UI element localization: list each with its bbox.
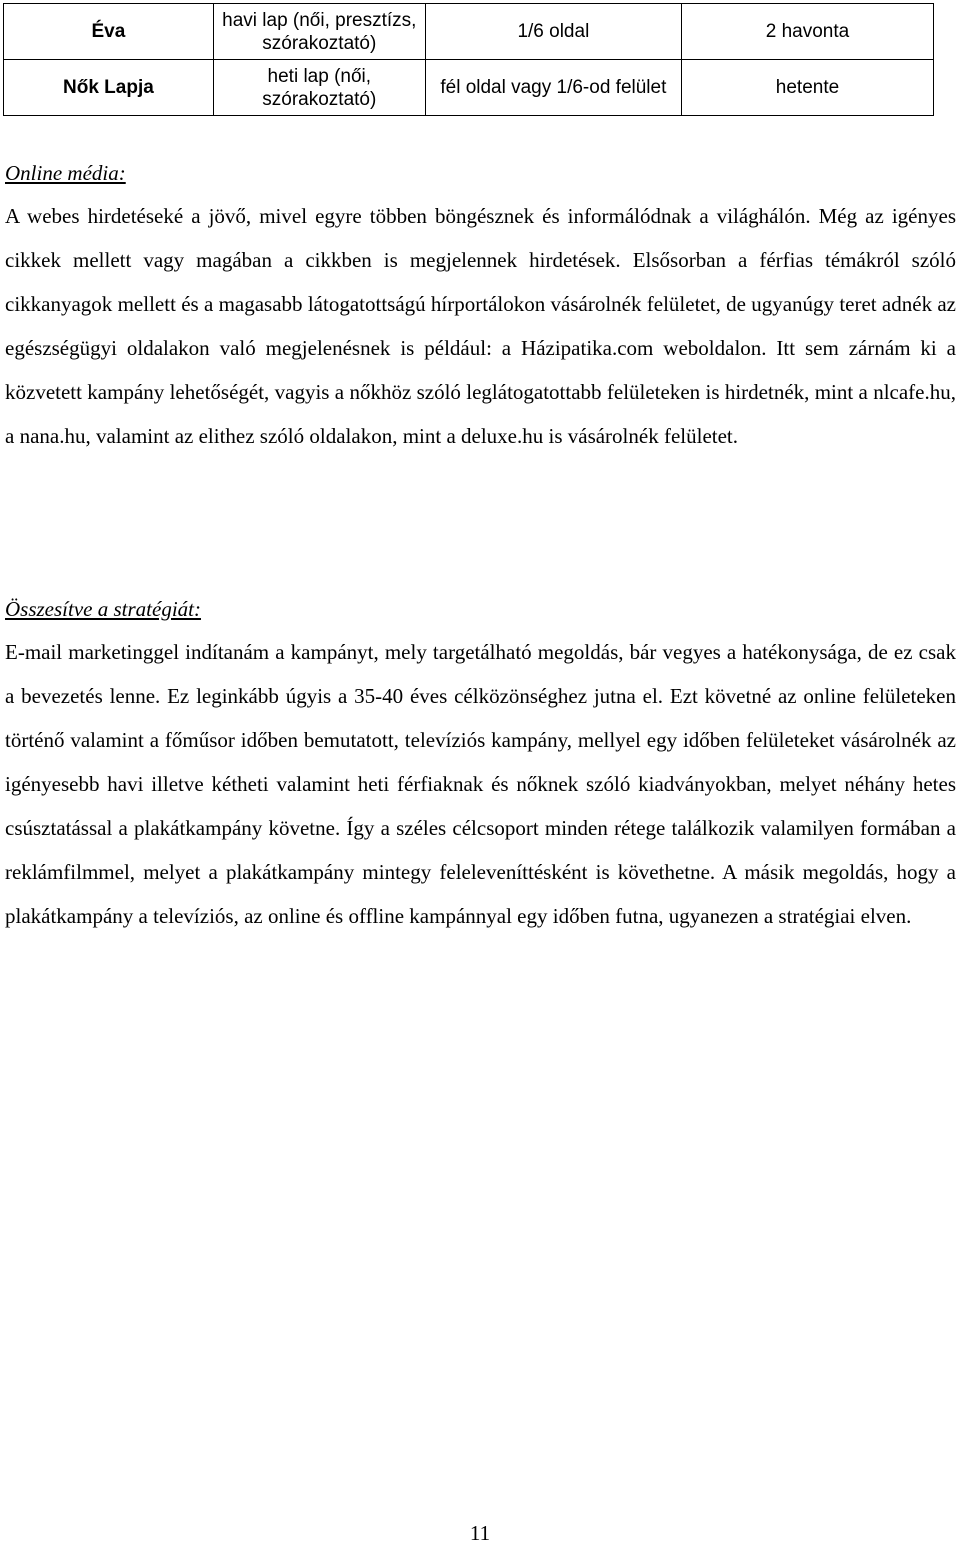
table-row xyxy=(4,60,934,116)
media-name-cell: Nők Lapja xyxy=(4,60,214,116)
page-number: 11 xyxy=(469,1521,491,1545)
frequency-cell: 2 havonta xyxy=(681,4,933,60)
ad-size-cell: fél oldal vagy 1/6-od felület xyxy=(425,60,681,116)
ad-size-cell: 1/6 oldal xyxy=(425,4,681,60)
table-row xyxy=(4,4,934,60)
media-type-cell: havi lap (női, presztízs, szórakoztató) xyxy=(213,4,425,60)
media-name-cell: Éva xyxy=(4,4,214,60)
online-media-heading: Online média: xyxy=(5,161,126,185)
strategy-summary-heading: Összesítve a stratégiát: xyxy=(5,597,201,621)
frequency-cell: hetente xyxy=(681,60,933,116)
media-table xyxy=(3,3,934,116)
online-media-paragraph: A webes hirdetéseké a jövő, mivel egyre többen böngésznek és informálódnak a világhálón. Még az igényes cikkek mellett vagy magában a cikkben is megjelennek hirdetések. Elsősorban a férfias témákról szóló cikkanyagok mellett és a magasabb látogatottságú hírportálokon vásárolnék felületet, de ugyanúgy teret adnék az egészségügyi oldalakon való megjelenésnek is például: a Házipatika.com weboldalon. Itt sem zárnám ki a közvetett kampány lehetőségét, vagyis a nőkhöz szóló leglátogatottabb felületeken is hirdetnék, mint a nlcafe.hu, a nana.hu, valamint az elithez szóló oldalakon, mint a deluxe.hu is vásárolnék felületet. xyxy=(5,204,956,448)
strategy-summary-paragraph: E-mail marketinggel indítanám a kampányt, mely targetálható megoldás, bár vegyes a hatékonysága, de ez csak a bevezetés lenne. Ez leginkább úgyis a 35-40 éves célközönséghez jutna el. Ezt követné az online felületeken történő valamint a főműsor időben bemutatott, televíziós kampány, mellyel egy időben felületeket vásárolnék az igényesebb havi illetve kétheti valamint heti férfiaknak és nőknek szóló kiadványokban, melyet néhány hetes csúsztatással a plakátkampány követne. Így a széles célcsoport minden rétege találkozik valamilyen formában a reklámfilmmel, melyet a plakátkampány mintegy feleleveníttésként is követhetne. A másik megoldás, hogy a plakátkampány a televíziós, az online és offline kampánnyal egy időben futna, ugyanezen a stratégiai elven. xyxy=(5,640,956,928)
media-type-cell: heti lap (női, szórakoztató) xyxy=(213,60,425,116)
